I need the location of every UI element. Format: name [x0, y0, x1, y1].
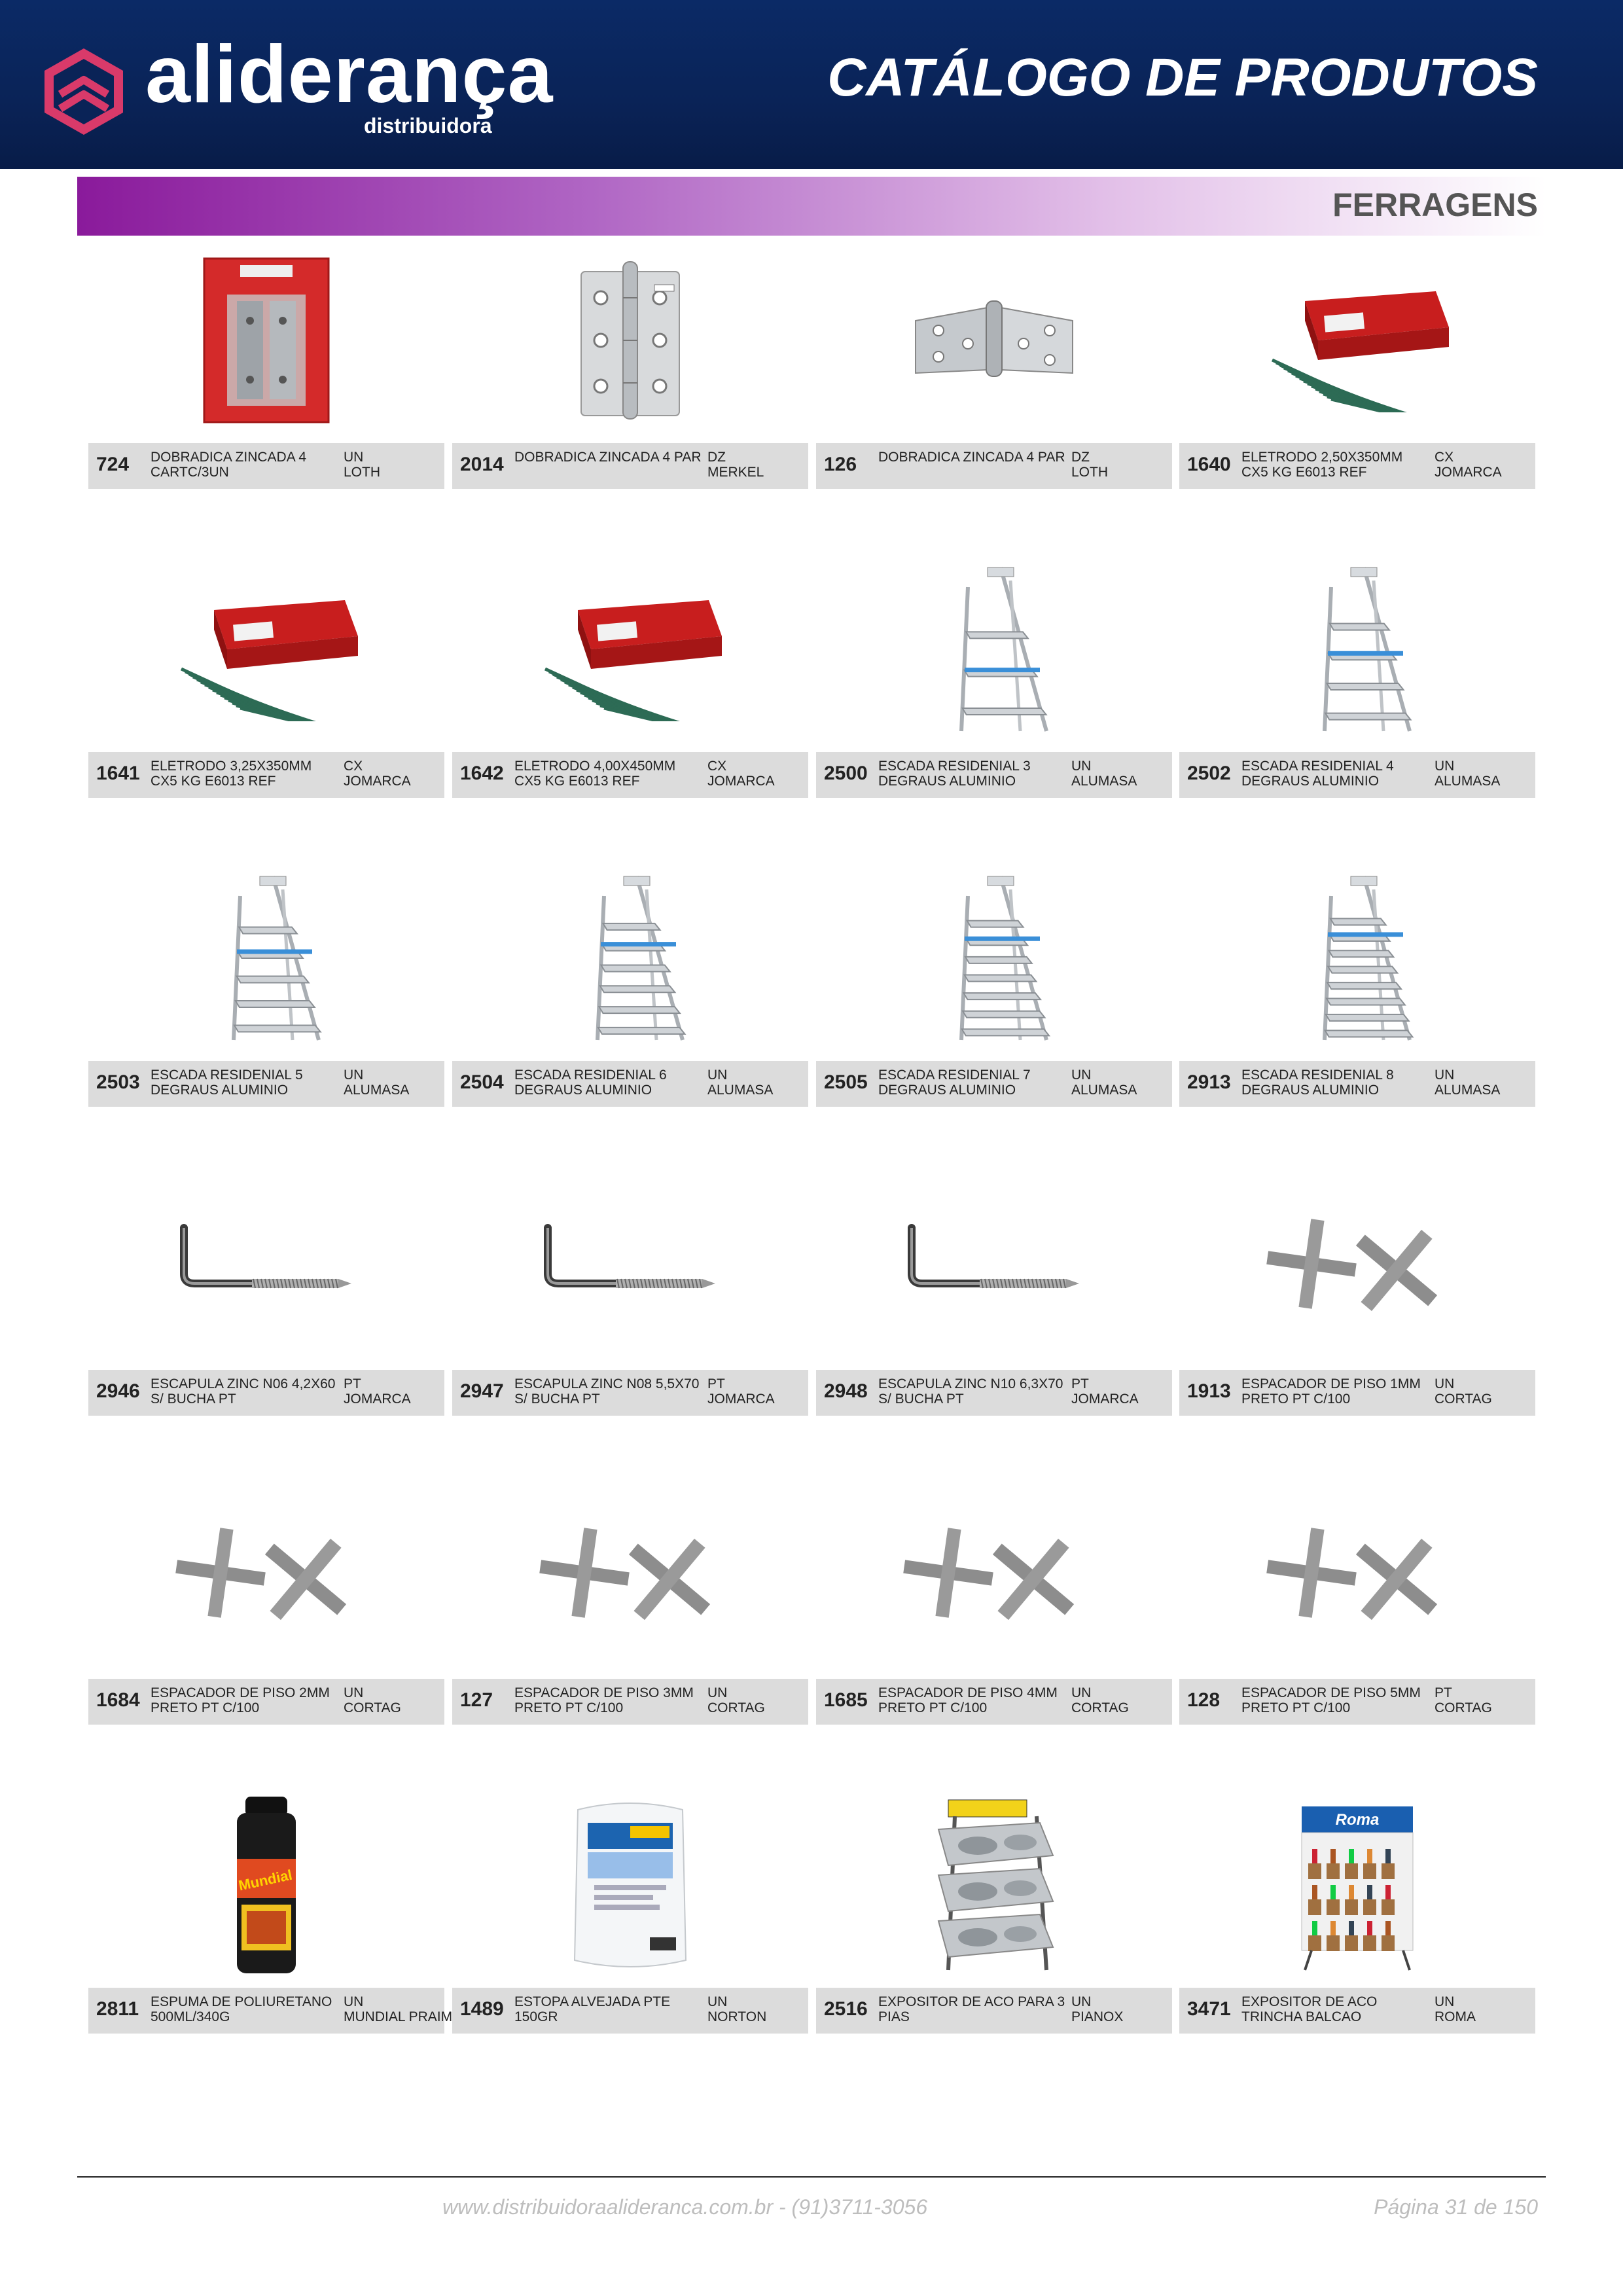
product-brand: PIANOX — [1071, 2009, 1124, 2024]
product-label — [452, 1370, 808, 1416]
product-label — [1179, 1988, 1535, 2034]
product-unit-brand — [707, 450, 819, 480]
product-description: EXPOSITOR DE ACO PARA 3 PIAS — [878, 1994, 1065, 2024]
product-description: ESTOPA ALVEJADA PTE 150GR — [514, 1994, 671, 2024]
product-unit: UN — [344, 1067, 364, 1083]
product-unit-brand — [344, 1376, 455, 1407]
product-description: ELETRODO 2,50X350MM CX5 KG E6013 REF — [1241, 450, 1403, 480]
product-unit-brand — [1071, 1994, 1183, 2024]
product-unit: UN — [707, 1994, 728, 2009]
product-label — [816, 752, 1172, 798]
product-brand: ALUMASA — [1435, 1083, 1501, 1098]
hook-screw-icon — [532, 1215, 728, 1319]
product-image — [1179, 1169, 1535, 1365]
product-code: 2503 — [96, 1071, 140, 1093]
product-unit-brand — [707, 759, 819, 789]
product-code: 1640 — [1187, 454, 1231, 475]
product-card — [88, 1478, 444, 1785]
product-image — [816, 1478, 1172, 1674]
product-label — [816, 1370, 1172, 1416]
ladder-icon — [1292, 870, 1423, 1047]
product-unit: UN — [1071, 1994, 1092, 2009]
product-image — [452, 551, 808, 747]
product-unit: CX — [707, 759, 727, 774]
product-label — [88, 752, 444, 798]
product-card — [1179, 860, 1535, 1168]
product-unit-brand — [344, 450, 455, 480]
product-code: 1685 — [824, 1689, 868, 1711]
product-description: EXPOSITOR DE ACO TRINCHA BALCAO — [1241, 1994, 1378, 2024]
product-unit: DZ — [707, 450, 726, 465]
product-image — [816, 242, 1172, 439]
product-card — [452, 551, 808, 859]
product-unit: PT — [1435, 1685, 1452, 1700]
product-code: 2947 — [460, 1380, 504, 1402]
product-card — [88, 551, 444, 859]
product-description: ESPACADOR DE PISO 1MM PRETO PT C/100 — [1241, 1376, 1421, 1407]
product-image — [816, 860, 1172, 1056]
product-card — [816, 1169, 1172, 1477]
product-label — [1179, 1370, 1535, 1416]
product-code: 2014 — [460, 454, 504, 475]
product-card — [816, 860, 1172, 1168]
product-unit-brand — [1435, 1067, 1546, 1098]
product-unit: UN — [707, 1685, 728, 1700]
product-label — [1179, 752, 1535, 798]
ladder-icon — [201, 870, 332, 1047]
product-label — [88, 1370, 444, 1416]
sink-display-icon — [929, 1797, 1060, 1973]
product-unit-brand — [1435, 1994, 1546, 2024]
product-label — [816, 1679, 1172, 1725]
product-label — [816, 1061, 1172, 1107]
product-unit: UN — [1071, 759, 1092, 774]
product-card — [816, 551, 1172, 859]
footer-divider — [77, 2176, 1546, 2178]
product-card — [452, 1787, 808, 2094]
product-unit: UN — [344, 1994, 364, 2009]
product-card — [1179, 1787, 1535, 2094]
product-code: 2504 — [460, 1071, 504, 1093]
brand-logo-icon — [38, 46, 130, 137]
product-card — [88, 1169, 444, 1477]
product-unit-brand — [344, 1067, 455, 1098]
hinge-card-icon — [201, 255, 332, 425]
product-card — [1179, 1478, 1535, 1785]
product-unit-brand — [1435, 1685, 1546, 1715]
product-unit: PT — [707, 1376, 725, 1391]
product-brand: CORTAG — [1071, 1700, 1129, 1715]
product-label — [1179, 443, 1535, 489]
tile-spacer-icon — [1253, 1202, 1462, 1333]
product-label — [88, 1988, 453, 2034]
product-code: 3471 — [1187, 1998, 1231, 2020]
product-image — [88, 1169, 444, 1365]
product-brand: ALUMASA — [707, 1083, 774, 1098]
product-brand: CORTAG — [1435, 1391, 1492, 1407]
product-description: ESCADA RESIDENIAL 7 DEGRAUS ALUMINIO — [878, 1067, 1031, 1098]
product-card — [816, 242, 1172, 550]
product-card — [88, 242, 444, 550]
cleaning-bag-icon — [565, 1797, 696, 1973]
product-image — [88, 1478, 444, 1674]
product-description: ESPACADOR DE PISO 4MM PRETO PT C/100 — [878, 1685, 1058, 1715]
product-description: ESCADA RESIDENIAL 5 DEGRAUS ALUMINIO — [151, 1067, 303, 1098]
product-description: ESPACADOR DE PISO 2MM PRETO PT C/100 — [151, 1685, 330, 1715]
product-brand: ALUMASA — [1071, 774, 1137, 789]
product-code: 1641 — [96, 762, 140, 784]
product-code: 2946 — [96, 1380, 140, 1402]
product-brand: JOMARCA — [344, 1391, 411, 1407]
product-image — [1179, 551, 1535, 747]
product-label — [1179, 1679, 1535, 1725]
product-brand: ALUMASA — [344, 1083, 410, 1098]
product-brand: JOMARCA — [1435, 465, 1502, 480]
product-image — [88, 242, 444, 439]
product-brand: ALUMASA — [1435, 774, 1501, 789]
hook-screw-icon — [168, 1215, 365, 1319]
page-number: Página 31 de 150 — [1374, 2195, 1538, 2219]
product-card — [452, 860, 808, 1168]
product-label — [88, 1679, 444, 1725]
product-description: ESCAPULA ZINC N06 4,2X60 S/ BUCHA PT — [151, 1376, 336, 1407]
product-code: 2516 — [824, 1998, 868, 2020]
ladder-icon — [929, 561, 1060, 738]
product-brand: JOMARCA — [707, 1391, 775, 1407]
electrode-box-icon — [168, 577, 365, 721]
product-image — [452, 1787, 808, 1983]
product-description: ELETRODO 4,00X450MM CX5 KG E6013 REF — [514, 759, 676, 789]
product-unit: CX — [344, 759, 363, 774]
product-unit: UN — [1435, 1067, 1455, 1083]
product-image — [1179, 860, 1535, 1056]
product-unit-brand — [1071, 1685, 1183, 1715]
product-image — [1179, 1787, 1535, 1983]
product-unit-brand — [1071, 759, 1183, 789]
product-card — [816, 1787, 1172, 2094]
product-unit: UN — [344, 450, 364, 465]
product-description: DOBRADICA ZINCADA 4 PAR — [878, 450, 1065, 465]
product-code: 1489 — [460, 1998, 504, 2020]
product-label — [452, 752, 808, 798]
product-unit-brand — [1071, 1067, 1183, 1098]
product-label — [88, 443, 444, 489]
product-brand: ROMA — [1435, 2009, 1476, 2024]
product-unit-brand — [707, 1376, 819, 1407]
product-label — [452, 443, 808, 489]
electrode-box-icon — [1259, 268, 1455, 412]
hinge-open-icon — [909, 295, 1079, 386]
product-unit-brand — [344, 1994, 455, 2024]
product-unit: PT — [344, 1376, 361, 1391]
product-unit-brand — [344, 1685, 455, 1715]
product-code: 724 — [96, 454, 130, 475]
product-code: 2948 — [824, 1380, 868, 1402]
brand-subtitle: distribuidora — [364, 114, 492, 137]
hook-screw-icon — [896, 1215, 1092, 1319]
product-card — [452, 242, 808, 550]
svg-text:Roma: Roma — [1335, 1811, 1380, 1829]
product-image — [816, 1787, 1172, 1983]
product-image — [1179, 1478, 1535, 1674]
ladder-icon — [565, 870, 696, 1047]
product-image — [816, 1169, 1172, 1365]
product-brand: NORTON — [707, 2009, 767, 2024]
product-code: 2500 — [824, 762, 868, 784]
product-card — [88, 1787, 453, 2094]
product-brand: MUNDIAL PRAIM — [344, 2009, 453, 2024]
product-unit-brand — [707, 1067, 819, 1098]
product-image — [88, 551, 444, 747]
product-brand: LOTH — [1071, 465, 1109, 480]
product-brand: LOTH — [344, 465, 381, 480]
product-brand: ALUMASA — [1071, 1083, 1137, 1098]
product-description: ESCADA RESIDENIAL 8 DEGRAUS ALUMINIO — [1241, 1067, 1394, 1098]
product-image — [452, 242, 808, 439]
product-unit: UN — [1435, 1376, 1455, 1391]
product-code: 127 — [460, 1689, 493, 1711]
product-image — [816, 551, 1172, 747]
product-description: ELETRODO 3,25X350MM CX5 KG E6013 REF — [151, 759, 312, 789]
footer-website[interactable]: www.distribuidoraalideranca.com.br - (91)3711-3056 — [442, 2195, 928, 2219]
product-unit-brand — [707, 1685, 819, 1715]
product-code: 128 — [1187, 1689, 1221, 1711]
product-code: 2913 — [1187, 1071, 1231, 1093]
product-card — [1179, 551, 1535, 859]
product-label — [452, 1988, 808, 2034]
tile-spacer-icon — [1253, 1511, 1462, 1641]
product-image — [452, 1478, 808, 1674]
product-image — [452, 1169, 808, 1365]
product-description: ESCADA RESIDENIAL 3 DEGRAUS ALUMINIO — [878, 759, 1031, 789]
ladder-icon — [929, 870, 1060, 1047]
product-unit: UN — [1435, 1994, 1455, 2009]
product-unit-brand — [344, 759, 455, 789]
product-image — [88, 860, 444, 1056]
product-description: ESCAPULA ZINC N10 6,3X70 S/ BUCHA PT — [878, 1376, 1063, 1407]
product-description: DOBRADICA ZINCADA 4 CARTC/3UN — [151, 450, 307, 480]
product-brand: JOMARCA — [1071, 1391, 1139, 1407]
product-description: ESCADA RESIDENIAL 4 DEGRAUS ALUMINIO — [1241, 759, 1394, 789]
product-brand: CORTAG — [707, 1700, 765, 1715]
product-label — [816, 443, 1172, 489]
product-unit: CX — [1435, 450, 1454, 465]
product-label — [816, 1988, 1172, 2034]
ladder-icon — [1292, 561, 1423, 738]
product-image — [1179, 242, 1535, 439]
product-unit-brand — [1071, 1376, 1183, 1407]
hinge-icon — [575, 259, 686, 422]
product-unit-brand — [1435, 759, 1546, 789]
catalog-title: CATÁLOGO DE PRODUTOS — [827, 48, 1538, 107]
product-brand: CORTAG — [1435, 1700, 1492, 1715]
product-brand: JOMARCA — [344, 774, 411, 789]
product-label — [88, 1061, 444, 1107]
product-unit-brand — [1435, 450, 1546, 480]
product-unit: UN — [707, 1067, 728, 1083]
product-unit-brand — [707, 1994, 819, 2024]
product-description: ESPACADOR DE PISO 5MM PRETO PT C/100 — [1241, 1685, 1421, 1715]
product-unit: UN — [344, 1685, 364, 1700]
product-unit-brand — [1435, 1376, 1546, 1407]
spray-can-icon — [227, 1793, 306, 1977]
product-description: ESCAPULA ZINC N08 5,5X70 S/ BUCHA PT — [514, 1376, 700, 1407]
product-card — [452, 1169, 808, 1477]
product-unit: UN — [1071, 1067, 1092, 1083]
product-description: ESCADA RESIDENIAL 6 DEGRAUS ALUMINIO — [514, 1067, 667, 1098]
product-code: 2505 — [824, 1071, 868, 1093]
product-code: 1684 — [96, 1689, 140, 1711]
product-code: 1642 — [460, 762, 504, 784]
tile-spacer-icon — [526, 1511, 735, 1641]
product-label — [452, 1679, 808, 1725]
svg-text:Mundial: Mundial — [237, 1866, 294, 1894]
catalog-header — [0, 0, 1623, 169]
brush-display-icon — [1292, 1797, 1423, 1973]
tile-spacer-icon — [162, 1511, 371, 1641]
product-unit: DZ — [1071, 450, 1090, 465]
product-code: 126 — [824, 454, 857, 475]
product-brand: JOMARCA — [707, 774, 775, 789]
product-description: DOBRADICA ZINCADA 4 PAR — [514, 450, 702, 465]
product-image — [452, 860, 808, 1056]
product-card — [452, 1478, 808, 1785]
product-description: ESPACADOR DE PISO 3MM PRETO PT C/100 — [514, 1685, 694, 1715]
product-card — [816, 1478, 1172, 1785]
product-unit: UN — [1435, 759, 1455, 774]
product-card — [88, 860, 444, 1168]
product-brand: CORTAG — [344, 1700, 401, 1715]
section-title: FERRAGENS — [1332, 187, 1538, 223]
product-unit: UN — [1071, 1685, 1092, 1700]
product-card — [1179, 1169, 1535, 1477]
product-code: 2811 — [96, 1998, 139, 2020]
product-code: 1913 — [1187, 1380, 1231, 1402]
product-description: ESPUMA DE POLIURETANO 500ML/340G — [151, 1994, 332, 2024]
product-image — [88, 1787, 444, 1983]
product-unit: PT — [1071, 1376, 1089, 1391]
electrode-box-icon — [532, 577, 728, 721]
product-brand: MERKEL — [707, 465, 764, 480]
product-code: 2502 — [1187, 762, 1231, 784]
product-label — [1179, 1061, 1535, 1107]
product-card — [1179, 242, 1535, 550]
tile-spacer-icon — [889, 1511, 1099, 1641]
product-label — [452, 1061, 808, 1107]
product-unit-brand — [1071, 450, 1183, 480]
section-bar — [77, 177, 1546, 236]
brand-name: aliderança — [145, 29, 554, 120]
